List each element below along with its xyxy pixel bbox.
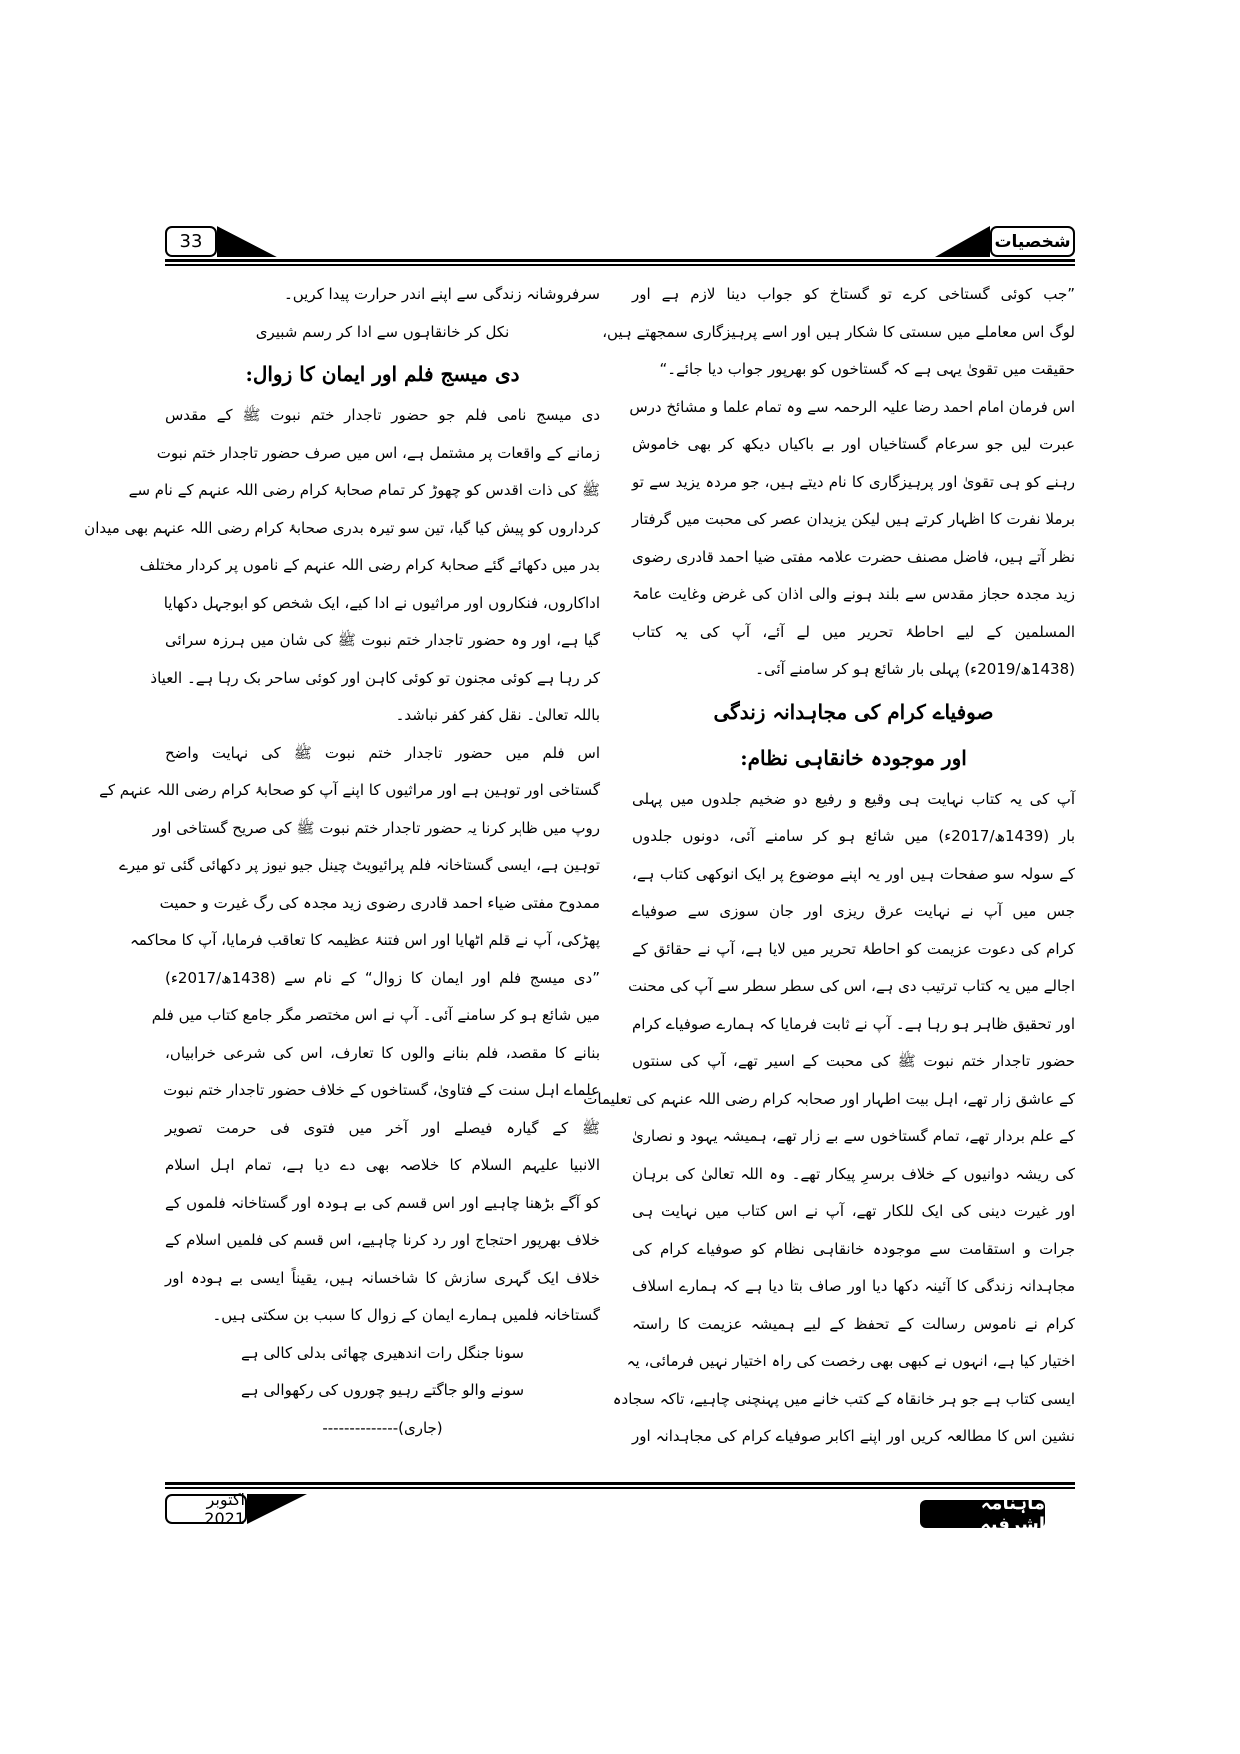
text-line: زید مجدہ حجاز مقدس سے بلند ہونے والی اذان کی غرض وغایت عامۃ — [632, 585, 1075, 603]
text-line: جس میں آپ نے نہایت عرق ریزی اور جان سوزی سے صوفیاے — [632, 902, 1075, 920]
text-line: جرات و استقامت سے موجودہ خانقاہی نظام کو صوفیاے کرام کی — [632, 1239, 1075, 1258]
page-number-box — [165, 226, 217, 257]
text-line: حضور تاجدار ختم نبوت ﷺ کی محبت کے اسیر تھے، آپ کی سنتوں — [632, 1052, 1075, 1070]
text-line: زمانے کے واقعات پر مشتمل ہے، اس میں صرف حضور تاجدار ختم نبوت — [156, 443, 600, 462]
magazine-name-box — [920, 1493, 1045, 1535]
text-line: کو آگے بڑھنا چاہیے اور اس قسم کی بے ہودہ اور گستاخانہ فلموں کے — [165, 1193, 600, 1212]
section-heading: اور موجودہ خانقاہی نظام: — [740, 745, 967, 770]
page-number: 33 — [179, 231, 203, 252]
text-line: لوگ اس معاملے میں سستی کا شکار ہیں اور اسے پرہیزگاری سمجھتے ہیں، — [602, 322, 1075, 341]
text-line: کرام کی دعوت عزیمت کو احاطۂ تحریر میں لایا ہے، آپ نے حقائق کے — [632, 939, 1075, 958]
text-line: بنانے کا مقصد، فلم بنانے والوں کا تعارف، اس کی شرعی خرابیاں، — [165, 1043, 600, 1062]
text-line: الانبیا علیہم السلام کا خلاصہ بھی دے دیا ہے، تمام اہل اسلام — [165, 1156, 600, 1174]
text-line: دی میسج نامی فلم جو حضور تاجدار ختم نبوت ﷺ کے مقدس — [165, 406, 600, 424]
text-line: ﷺ کی ذات اقدس کو چھوڑ کر تمام صحابۂ کرام رضی اللہ عنہم کے نام سے — [128, 481, 600, 499]
header-right-triangle — [935, 226, 990, 257]
text-line: ممدوح مفتی ضیاء احمد قادری رضوی زید مجدہ کی رگ غیرت و حمیت — [159, 893, 600, 912]
text-line: بدر میں دکھائے گئے صحابۂ کرام رضی اللہ عنہم کے ناموں پر کردار مختلف — [139, 556, 600, 574]
text-line: سرفروشانہ زندگی سے اپنے اندر حرارت پیدا کریں۔ — [283, 285, 600, 303]
footer-left-triangle — [247, 1494, 307, 1524]
text-line: ایسی کتاب ہے جو ہر خانقاہ کے کتب خانے میں پہنچنی چاہیے، تاکہ سجادہ — [612, 1389, 1075, 1408]
verse-line: نکل کر خانقاہوں سے ادا کر رسم شبیری — [255, 322, 510, 341]
section-title-box — [990, 226, 1075, 257]
text-line: کرداروں کو پیش کیا گیا، تین سو تیرہ بدری صحابۂ کرام رضی اللہ عنہم بھی میدان — [84, 518, 600, 537]
text-line: خلاف ایک گہری سازش کا شاخسانہ ہیں، یقیناً ایسی بے ہودہ اور — [165, 1268, 600, 1287]
text-line: علماے اہل سنت کے فتاویٰ، گستاخوں کے خلاف حضور تاجدار ختم نبوت — [163, 1081, 600, 1099]
text-line: اور تحقیق ظاہر ہو رہا ہے۔ آپ نے ثابت فرمایا کہ ہمارے صوفیاے کرام — [632, 1014, 1075, 1033]
issue-date: اکتوبر 2021 — [204, 1490, 245, 1528]
text-line: گیا ہے، اور وہ حضور تاجدار ختم نبوت ﷺ کی شان میں ہرزہ سرائی — [165, 631, 600, 649]
section-heading: دی میسج فلم اور ایمان کا زوال: — [245, 362, 520, 386]
text-line: اس فرمان امام احمد رضا علیہ الرحمہ سے وہ تمام علما و مشائخ درس — [629, 397, 1075, 416]
text-line: کے عاشق زار تھے، اہل بیت اطہار اور صحابہ کرام رضی اللہ عنہم کی تعلیمات — [583, 1089, 1075, 1108]
text-line: نظر آتے ہیں، فاضل مصنف حضرت علامہ مفتی ضیا احمد قادری رضوی — [632, 547, 1075, 566]
text-line: کی ریشہ دوانیوں کے خلاف برسرِ پیکار تھے۔ وہ اللہ تعالیٰ کی برہان — [632, 1164, 1075, 1183]
section-heading: صوفیاے کرام کی مجاہدانہ زندگی — [713, 699, 994, 724]
text-line: اداکاروں، فنکاروں اور مراثیوں نے ادا کیے، ایک شخص کو ابوجہل دکھایا — [163, 593, 600, 612]
header-left-triangle — [217, 226, 277, 257]
magazine-name: ماہنامہ اشرفیہ — [980, 1493, 1045, 1535]
text-line: اختیار کیا ہے، انہوں نے کبھی بھی رخصت کی راہ اختیار نہیں فرمائی، یہ — [626, 1352, 1075, 1370]
text-line: المسلمین کے لیے احاطۂ تحریر میں لے آئے، آپ کی یہ کتاب — [632, 622, 1075, 641]
text-line: مجاہدانہ زندگی کا آئینہ دکھا دیا اور صاف بتا دیا ہے کہ ہمارے اسلاف — [632, 1277, 1075, 1295]
text-line: (1438ھ/2019ء) پہلی بار شائع ہو کر سامنے آئی۔ — [755, 660, 1075, 678]
footer-divider — [165, 1482, 1075, 1489]
right-column — [583, 276, 1075, 1456]
section-title: شخصیات — [994, 231, 1071, 252]
issue-date-box — [165, 1490, 247, 1528]
text-line: اس فلم میں حضور تاجدار ختم نبوت ﷺ کی نہایت واضح — [165, 743, 600, 762]
text-line: عبرت لیں جو سرعام گستاخیاں اور بے باکیاں دیکھ کر بھی خاموش — [632, 435, 1075, 453]
text-line: خلاف بھرپور احتجاج اور رد کرنا چاہیے، اس قسم کی فلمیں اسلام کے — [165, 1231, 600, 1249]
text-line: برملا نفرت کا اظہار کرتے ہیں لیکن یزیدان عصر کی محبت میں گرفتار — [632, 510, 1075, 528]
verse-line: سونے والو جاگتے رہیو چوروں کی رکھوالی ہے — [240, 1381, 525, 1399]
text-line: ﷺ کے گیارہ فیصلے اور آخر میں فتوی فی حرمت تصویر — [165, 1118, 600, 1137]
text-line: اجالے میں یہ کتاب ترتیب دی ہے، اس کی سطر سطر سے آپ کی محنت — [628, 977, 1075, 995]
text-line: روپ میں ظاہر کرنا یہ حضور تاجدار ختم نبوت ﷺ کی صریح گستاخی اور — [152, 818, 600, 837]
text-line: کر رہا ہے کوئی مجنون تو کوئی کاہن اور کوئی ساحر بک رہا ہے۔ العیاذ — [150, 668, 600, 687]
text-line: ”جب کوئی گستاخی کرے تو گستاخ کو جواب دینا لازم ہے اور — [632, 285, 1075, 303]
text-line: پھڑکی، آپ نے قلم اٹھایا اور اس فتنۂ عظیمہ کا تعاقب فرمایا، آپ کا محاکمہ — [129, 931, 600, 949]
text-line: اور غیرت دینی کی ایک للکار تھے، آپ نے اس کتاب میں نہایت ہی — [632, 1202, 1075, 1220]
text-line: حقیقت میں تقویٰ یہی ہے کہ گستاخوں کو بھرپور جواب دیا جائے۔“ — [659, 360, 1075, 378]
text-line: آپ کی یہ کتاب نہایت ہی وقیع و رفیع دو ضخیم جلدوں میں پہلی — [632, 789, 1075, 808]
left-column — [84, 276, 600, 1447]
text-line: کے سولہ سو صفحات ہیں اور یہ اپنے موضوع پر ایک انوکھی کتاب ہے، — [632, 864, 1075, 883]
text-line: نشین اس کا مطالعہ کریں اور اپنے اکابر صوفیاے کرام کی مجاہدانہ اور — [632, 1427, 1075, 1445]
text-line: کرام نے ناموس رسالت کے تحفظ کے لیے ہمیشہ عزیمت کا راستہ — [632, 1314, 1075, 1333]
text-line: گستاخانہ فلمیں ہمارے ایمان کے زوال کا سبب بن سکتی ہیں۔ — [212, 1306, 600, 1324]
header-divider — [165, 259, 1075, 266]
text-line: میں شائع ہو کر سامنے آئی۔ آپ نے اس مختصر مگر جامع کتاب میں فلم — [151, 1006, 600, 1024]
verse-line: (جاری)-------------- — [322, 1418, 443, 1437]
text-line: ”دی میسج فلم اور ایمان کا زوال“ کے نام سے (1438ھ/2017ء) — [165, 968, 600, 987]
text-line: بار (1439ھ/2017ء) میں شائع ہو کر سامنے آئی، دونوں جلدوں — [632, 827, 1075, 845]
verse-line: سونا جنگل رات اندھیری چھائی بدلی کالی ہے — [240, 1343, 524, 1362]
text-line: رہنے کو ہی تقویٰ اور پرہیزگاری کا نام دیتے ہیں، جو مردہ یزید سے تو — [632, 472, 1075, 491]
text-line: کے علم بردار تھے، تمام گستاخوں سے بے زار تھے، ہمیشہ یہود و نصاریٰ — [632, 1127, 1075, 1145]
text-line: گستاخی اور توہین ہے اور مراثیوں کا اپنے آپ کو صحابۂ کرام رضی اللہ عنہم کے — [99, 781, 600, 799]
text-line: توہین ہے، ایسی گستاخانہ فلم پرائیویٹ چینل جیو نیوز پر دکھائی گئی تو میرے — [119, 856, 600, 874]
text-line: باللہ تعالیٰ۔ نقل کفر کفر نباشد۔ — [395, 706, 600, 724]
